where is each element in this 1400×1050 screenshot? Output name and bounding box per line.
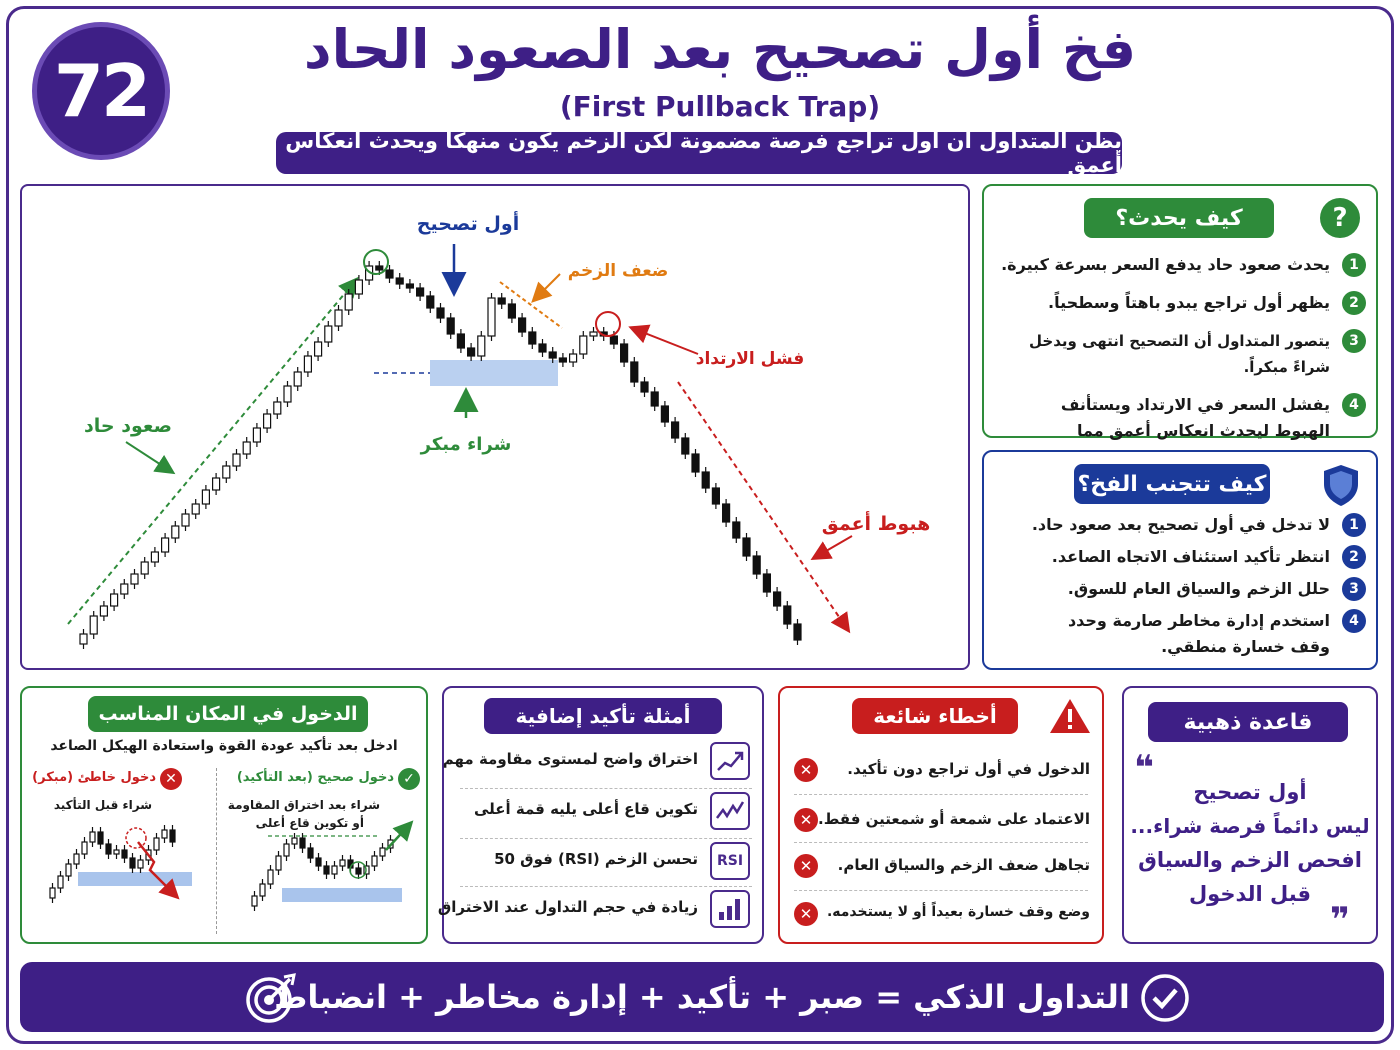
entry-title: الدخول في المكان المناسب bbox=[88, 696, 368, 732]
candle bbox=[529, 332, 536, 344]
confirm-item-3: تحسن الزخم (RSI) فوق 50 bbox=[494, 850, 698, 868]
gold-line-4: قبل الدخول bbox=[1188, 882, 1312, 906]
candle bbox=[774, 592, 781, 606]
candle bbox=[380, 848, 385, 856]
confirm-divider-1 bbox=[460, 788, 752, 789]
candle bbox=[468, 348, 475, 356]
candle bbox=[162, 538, 169, 552]
wrong-entry-desc: شراء قبل التأكيد bbox=[53, 798, 152, 812]
candle bbox=[172, 526, 179, 538]
close-quote-icon: ❞ bbox=[1330, 900, 1350, 940]
candle bbox=[151, 552, 158, 562]
candle bbox=[260, 884, 265, 896]
candle bbox=[74, 854, 79, 864]
candle bbox=[437, 308, 444, 318]
target-icon bbox=[244, 971, 298, 1025]
confirm-item-1: اختراق واضح لمستوى مقاومة مهم bbox=[442, 750, 698, 768]
candle bbox=[162, 830, 167, 838]
candle bbox=[90, 832, 95, 842]
candle bbox=[376, 266, 383, 270]
candle bbox=[570, 354, 577, 362]
candle bbox=[631, 362, 638, 382]
breakout-chart-icon bbox=[710, 742, 750, 780]
candle bbox=[498, 298, 505, 304]
mistakes-title: أخطاء شائعة bbox=[852, 698, 1018, 734]
candle bbox=[223, 466, 230, 478]
candle bbox=[131, 574, 138, 584]
candle bbox=[264, 414, 271, 428]
wrong-x-icon: ✕ bbox=[160, 768, 182, 790]
confirmation-panel bbox=[437, 686, 764, 944]
candle bbox=[340, 860, 345, 866]
badge-number: 72 bbox=[53, 49, 149, 133]
correct-entry-desc-2: أو تكوين قاع أعلى bbox=[255, 816, 364, 830]
sharp-rise-label: صعود حاد bbox=[84, 415, 172, 437]
momentum-weakness-label: ضعف الزخم bbox=[567, 261, 669, 281]
rsi-icon: RSI bbox=[710, 842, 750, 880]
how-title: كيف يحدث؟ bbox=[1084, 198, 1274, 238]
candle bbox=[641, 382, 648, 392]
candle bbox=[114, 850, 119, 854]
candle bbox=[90, 616, 97, 634]
wrong-entry-circle bbox=[126, 828, 146, 848]
confirm-item-4: زيادة في حجم التداول عند الاختراق bbox=[437, 898, 698, 916]
bounce-failure-label: فشل الارتداد bbox=[695, 349, 805, 369]
sharp-rise-arrow bbox=[126, 442, 172, 472]
candle bbox=[122, 850, 127, 858]
page-subtitle: (First Pullback Trap) bbox=[559, 90, 881, 123]
candle bbox=[98, 832, 103, 844]
wrong-entry-label: دخول خاطئ (مبكر) bbox=[32, 770, 156, 785]
candle bbox=[621, 344, 628, 362]
first-pullback-label: أول تصحيح bbox=[416, 213, 520, 235]
question-icon: ? bbox=[1320, 198, 1360, 238]
candle bbox=[743, 538, 750, 556]
candle bbox=[276, 856, 281, 870]
candle bbox=[308, 848, 313, 858]
mistake-item-1: الدخول في أول تراجع دون تأكيد. bbox=[847, 760, 1090, 778]
early-buy-zone bbox=[430, 360, 558, 386]
how-item-1: 1 يحدث صعود حاد يدفع السعر بسرعة كبيرة. bbox=[998, 252, 1366, 278]
early-buy-label: شراء مبكر bbox=[420, 434, 512, 455]
candle bbox=[508, 304, 515, 318]
correct-mini-zone bbox=[282, 888, 402, 902]
confirm-title: أمثلة تأكيد إضافية bbox=[484, 698, 722, 734]
candle bbox=[355, 280, 362, 294]
bounce-failure-arrow bbox=[632, 328, 698, 354]
avoid-item-2: 2 انتظر تأكيد استئناف الاتجاه الصاعد. bbox=[998, 544, 1366, 570]
candle bbox=[753, 556, 760, 574]
candle bbox=[106, 844, 111, 854]
candle bbox=[372, 856, 377, 866]
candle bbox=[672, 422, 679, 438]
candle bbox=[651, 392, 658, 406]
candle bbox=[712, 488, 719, 504]
candle bbox=[315, 342, 322, 356]
mistake-item-4: وضع وقف خسارة بعيداً أو لا يستخدمه. bbox=[826, 904, 1090, 920]
candle bbox=[661, 406, 668, 422]
candle bbox=[325, 326, 332, 342]
candle bbox=[610, 336, 617, 344]
candle bbox=[457, 334, 464, 348]
candle bbox=[58, 876, 63, 888]
confirm-divider-3 bbox=[460, 886, 752, 887]
candle bbox=[252, 896, 257, 906]
candle bbox=[202, 490, 209, 504]
candle bbox=[121, 584, 128, 594]
candle bbox=[154, 838, 159, 850]
candle bbox=[763, 574, 770, 592]
candle bbox=[356, 868, 361, 874]
mistake-x-icon-1: ✕ bbox=[794, 758, 818, 782]
correct-rise-arrow bbox=[386, 824, 410, 850]
entry-subtitle: ادخل بعد تأكيد عودة القوة واستعادة الهيكل الصاعد bbox=[50, 738, 398, 754]
candle bbox=[335, 310, 342, 326]
shield-icon bbox=[1320, 462, 1362, 508]
deeper-drop-arrow bbox=[814, 536, 852, 558]
confirm-divider-2 bbox=[460, 838, 752, 839]
page-title: فخ أول تصحيح بعد الصعود الحاد bbox=[303, 18, 1137, 81]
candle bbox=[300, 838, 305, 848]
candle bbox=[590, 332, 597, 336]
candle bbox=[345, 294, 352, 310]
confirm-item-2: تكوين قاع أعلى يليه قمة أعلى bbox=[473, 800, 698, 818]
candle bbox=[539, 344, 546, 352]
candle bbox=[784, 606, 791, 624]
wrong-mini-zone bbox=[78, 872, 192, 886]
entry-panel bbox=[20, 686, 428, 944]
candle bbox=[66, 864, 71, 876]
avoid-item-4: 4 استخدم إدارة مخاطر صارمة وحدد وقف خسارة منطقي. bbox=[998, 608, 1366, 660]
correct-entry-label: دخول صحيح (بعد التأكيد) bbox=[236, 770, 394, 785]
candle bbox=[417, 288, 424, 296]
candle bbox=[294, 372, 301, 386]
check-circle-icon bbox=[1140, 973, 1190, 1023]
candle bbox=[274, 402, 281, 414]
candle bbox=[80, 634, 87, 644]
candle bbox=[130, 858, 135, 868]
candle bbox=[233, 454, 240, 466]
candle bbox=[192, 504, 199, 514]
candle bbox=[794, 624, 801, 640]
candle bbox=[692, 454, 699, 472]
candle bbox=[82, 842, 87, 854]
candle bbox=[100, 606, 107, 616]
sharp-rise-trendline bbox=[68, 280, 356, 624]
gold-line-2: ليس دائماً فرصة شراء... bbox=[1130, 814, 1370, 838]
candle bbox=[519, 318, 526, 332]
mistake-x-icon-4: ✕ bbox=[794, 902, 818, 926]
gold-line-3: افحص الزخم والسياق bbox=[1138, 848, 1362, 872]
candle bbox=[488, 298, 495, 336]
gold-title: قاعدة ذهبية bbox=[1148, 702, 1348, 742]
golden-rule-panel bbox=[1122, 686, 1378, 944]
candle bbox=[292, 838, 297, 844]
candle bbox=[733, 522, 740, 538]
footer-banner bbox=[20, 962, 1384, 1032]
entry-mini-charts bbox=[26, 814, 426, 938]
mistake-item-3: تجاهل ضعف الزخم والسياق العام. bbox=[837, 856, 1090, 874]
candle bbox=[316, 858, 321, 866]
candle bbox=[332, 866, 337, 874]
mistake-divider-2 bbox=[794, 842, 1088, 843]
candle bbox=[549, 352, 556, 358]
candle bbox=[141, 562, 148, 574]
deeper-drop-trendline bbox=[678, 382, 848, 630]
mistake-x-icon-3: ✕ bbox=[794, 854, 818, 878]
momentum-arrow bbox=[534, 274, 560, 300]
deeper-drop-label: هبوط أعمق bbox=[821, 513, 931, 535]
higher-low-chart-icon bbox=[710, 792, 750, 830]
candle bbox=[396, 278, 403, 284]
main-chart bbox=[20, 184, 970, 670]
volume-bars-icon bbox=[710, 890, 750, 928]
candle bbox=[702, 472, 709, 488]
candle bbox=[682, 438, 689, 454]
mistakes-panel bbox=[778, 686, 1104, 944]
candle bbox=[213, 478, 220, 490]
footer-text: التداول الذكي = صبر + تأكيد + إدارة مخاطر + انضباط bbox=[274, 978, 1130, 1016]
candle bbox=[284, 386, 291, 402]
how-list bbox=[998, 252, 1366, 482]
how-item-4: 4 يفشل السعر في الارتداد ويستأنف الهبوط ليحدث انعكاس أعمق مما bbox=[998, 392, 1366, 470]
candle bbox=[138, 860, 143, 868]
mistake-item-2: الاعتماد على شمعة أو شمعتين فقط. bbox=[818, 810, 1090, 828]
candle bbox=[427, 296, 434, 308]
candle bbox=[243, 442, 250, 454]
bounce-failure-circle bbox=[596, 312, 620, 336]
how-to-avoid-panel bbox=[982, 450, 1378, 670]
avoid-item-3: 3 حلل الزخم والسياق العام للسوق. bbox=[998, 576, 1366, 602]
lesson-number-badge bbox=[32, 22, 170, 160]
candle bbox=[50, 888, 55, 898]
candle bbox=[559, 358, 566, 362]
how-it-happens-panel bbox=[982, 184, 1378, 438]
avoid-list bbox=[998, 512, 1366, 660]
avoid-title: كيف تتجنب الفخ؟ bbox=[1074, 464, 1270, 504]
candle bbox=[268, 870, 273, 884]
avoid-item-1: 1 لا تدخل في أول تصحيح بعد صعود حاد. bbox=[998, 512, 1366, 538]
candle bbox=[304, 356, 311, 372]
candle bbox=[723, 504, 730, 522]
candle bbox=[478, 336, 485, 356]
candle bbox=[386, 270, 393, 278]
candle bbox=[447, 318, 454, 334]
candle bbox=[253, 428, 260, 442]
candle bbox=[111, 594, 118, 606]
mistake-divider-3 bbox=[794, 890, 1088, 891]
open-quote-icon: ❝ bbox=[1134, 748, 1154, 788]
candle bbox=[182, 514, 189, 526]
how-item-2: 2 يظهر أول تراجع يبدو باهتاً وسطحياً. bbox=[998, 290, 1366, 316]
candlestick-chart bbox=[22, 186, 972, 672]
summary-banner: يظن المتداول أن أول تراجع فرصة مضمونة لكن الزخم يكون منهكاً ويحدث انعكاس أعمق bbox=[276, 132, 1122, 174]
gold-line-1: أول تصحيح bbox=[1193, 780, 1307, 804]
mistake-divider-1 bbox=[794, 794, 1088, 795]
candle bbox=[580, 336, 587, 354]
candle bbox=[406, 284, 413, 288]
mistake-x-icon-2: ✕ bbox=[794, 808, 818, 832]
correct-check-icon: ✓ bbox=[398, 768, 420, 790]
warning-icon bbox=[1048, 696, 1092, 736]
candles-group bbox=[80, 261, 801, 649]
candle bbox=[324, 866, 329, 874]
candle bbox=[284, 844, 289, 856]
wrong-mini-candles bbox=[50, 825, 175, 903]
correct-entry-desc-1: شراء بعد اختراق المقاومة bbox=[227, 798, 380, 812]
how-item-3: 3 يتصور المتداول أن التصحيح انتهى ويدخل شراءً مبكراً. bbox=[998, 328, 1366, 380]
candle bbox=[170, 830, 175, 842]
